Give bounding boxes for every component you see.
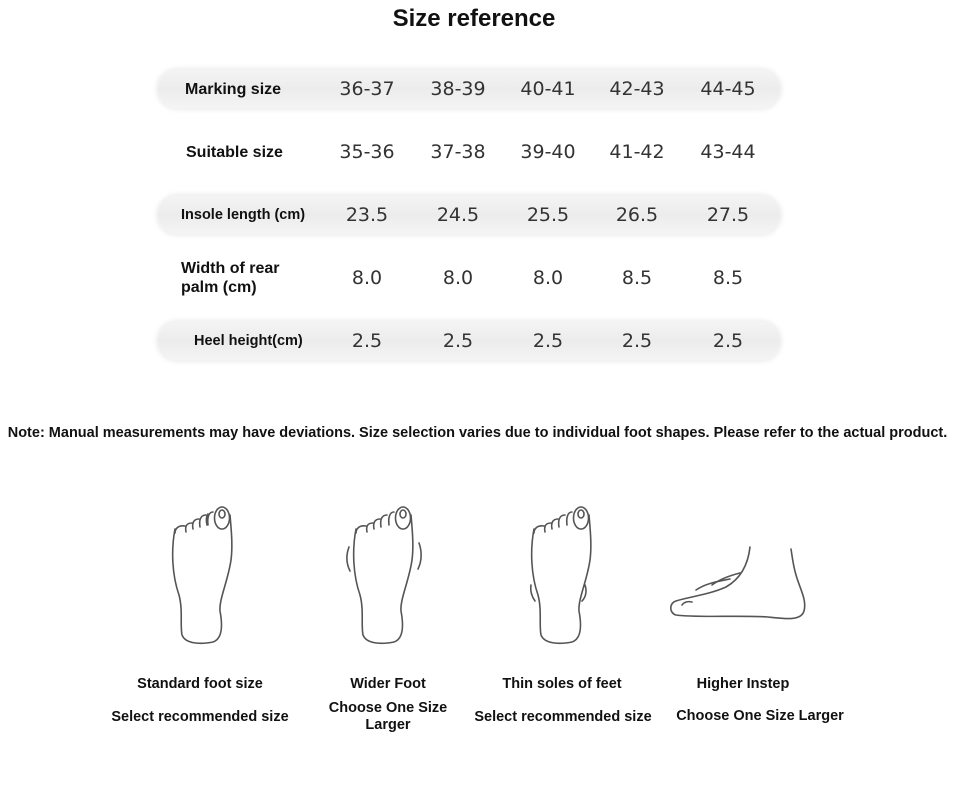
table-row-suitable-size <box>158 133 780 171</box>
table-cell: 35-36 <box>339 141 395 163</box>
table-cell: 40-41 <box>520 78 576 100</box>
row-label: Insole length (cm) <box>181 206 306 223</box>
table-cell: 2.5 <box>712 330 744 352</box>
foot-type-advice: Choose One Size Larger <box>676 708 844 724</box>
page-title: Size reference <box>392 5 556 32</box>
table-cell: 25.5 <box>526 204 570 226</box>
table-cell: 8.0 <box>532 267 564 289</box>
table-cell: 42-43 <box>609 78 665 100</box>
foot-type-advice: Choose One Size Larger <box>328 700 448 733</box>
table-cell: 23.5 <box>345 204 389 226</box>
table-row-heel-height <box>158 322 780 360</box>
table-cell: 27.5 <box>706 204 750 226</box>
table-cell: 2.5 <box>532 330 564 352</box>
table-cell: 36-37 <box>339 78 395 100</box>
table-cell: 8.5 <box>621 267 653 289</box>
foot-type-advice: Select recommended size <box>474 709 652 725</box>
table-cell: 2.5 <box>351 330 383 352</box>
table-row-rear-palm-width <box>158 259 780 297</box>
foot-type-name: Wider Foot <box>350 676 426 692</box>
row-label: Marking size <box>185 80 282 98</box>
foot-type-name: Higher Instep <box>696 676 790 692</box>
table-cell: 24.5 <box>436 204 480 226</box>
row-label: Width of rear palm (cm) <box>181 260 280 296</box>
table-cell: 38-39 <box>430 78 486 100</box>
measurement-note: Note: Manual measurements may have deviations. Size selection varies due to individual foot shapes. Please refer to the actual product. <box>7 425 948 441</box>
high-instep-foot-icon <box>668 545 808 625</box>
table-cell: 37-38 <box>430 141 486 163</box>
thin-foot-icon <box>527 505 597 645</box>
row-label: Heel height(cm) <box>194 332 303 349</box>
table-cell: 2.5 <box>621 330 653 352</box>
row-label: Suitable size <box>186 143 283 161</box>
table-cell: 44-45 <box>700 78 756 100</box>
foot-type-name: Standard foot size <box>137 676 263 692</box>
table-cell: 43-44 <box>700 141 756 163</box>
standard-foot-icon <box>168 505 238 645</box>
table-cell: 8.0 <box>351 267 383 289</box>
table-row-insole-length <box>158 196 780 234</box>
table-cell: 8.0 <box>442 267 474 289</box>
wide-foot-icon <box>344 505 424 645</box>
table-cell: 39-40 <box>520 141 576 163</box>
foot-type-advice: Select recommended size <box>111 709 289 725</box>
table-row-marking-size <box>158 70 780 108</box>
table-cell: 8.5 <box>712 267 744 289</box>
table-cell: 26.5 <box>615 204 659 226</box>
foot-type-name: Thin soles of feet <box>502 676 622 692</box>
table-cell: 41-42 <box>609 141 665 163</box>
table-cell: 2.5 <box>442 330 474 352</box>
